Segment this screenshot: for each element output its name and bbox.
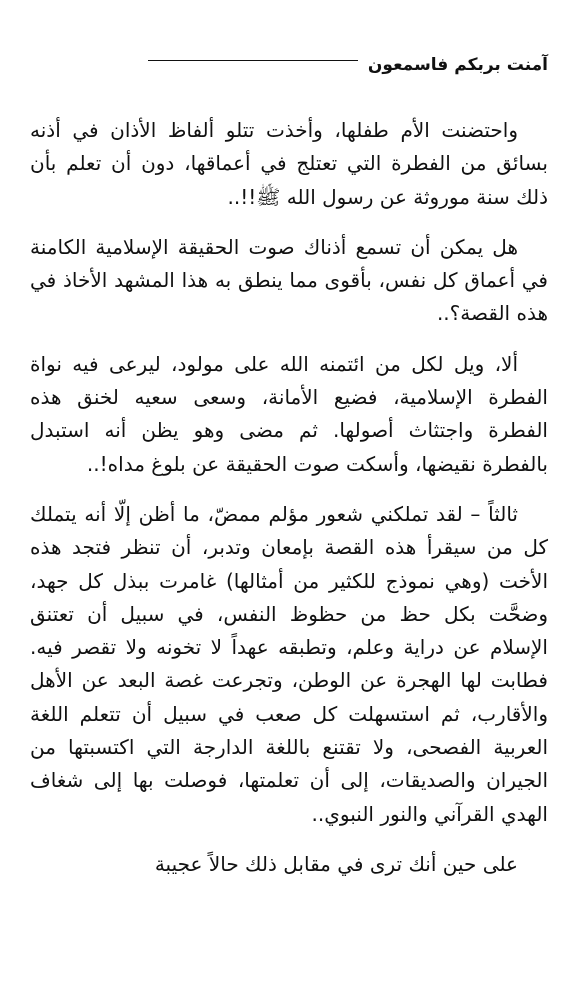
- paragraph: على حين أنك ترى في مقابل ذلك حالاً عجيبة: [154, 851, 518, 876]
- paragraph: ثالثاً – لقد تملكني شعور مؤلم ممضّ، ما أظن إلّا أنه يتملك كل من سيقرأ هذه القصة بإمعان وتدبر، أن تنظر فتجد هذه الأخت (وهي نموذج للكثير من أمثالها) غامرت ببذل كل جهد، وضحَّت بكل حظ من حظوظ النفس، في سبيل أن تعتنق الإسلام عن دراية وعلم، وتطبقه عهداً لا تخونه ولا تقصر فيه. فطابت لها الهجرة عن الوطن، وتجرعت غصة البعد عن الأهل والأقارب، ثم استسهلت كل صعب في سبيل أن تتعلم اللغة العربية الفصحى، ولا تقتنع باللغة الدارجة التي اكتسبتها من الجيران والصديقات، إلى أن تعلمتها، فوصلت بها إلى شغاف الهدي القرآني والنور النبوي..: [30, 501, 548, 826]
- body-text: [30, 114, 548, 898]
- header-title: آمنت بربكم فاسمعون: [367, 55, 548, 75]
- header-rule: [148, 60, 358, 61]
- paragraph: ألا، ويل لكل من ائتمنه الله على مولود، ليرعى فيه نواة الفطرة الإسلامية، فضيع الأمانة، وسعى سعيه لخنق هذه الفطرة واجتثاث أصولها. ثم مضى وهو يظن أنه استبدل بالفطرة نقيضها، وأسكت صوت الحقيقة عن بلوغ مداه!..: [30, 351, 548, 476]
- paragraph: واحتضنت الأم طفلها، وأخذت تتلو ألفاظ الأذان في أذنه بسائق من الفطرة التي تعتلج في أعماقها، دون أن تعلم بأن ذلك سنة موروثة عن رسول الله ﷺ!!..: [30, 118, 548, 209]
- running-header: [30, 50, 548, 80]
- paragraph: هل يمكن أن تسمع أذناك صوت الحقيقة الإسلامية الكامنة في أعماق كل نفس، بأقوى مما ينطق به هذا المشهد الأخاذ في هذه القصة؟..: [30, 234, 548, 326]
